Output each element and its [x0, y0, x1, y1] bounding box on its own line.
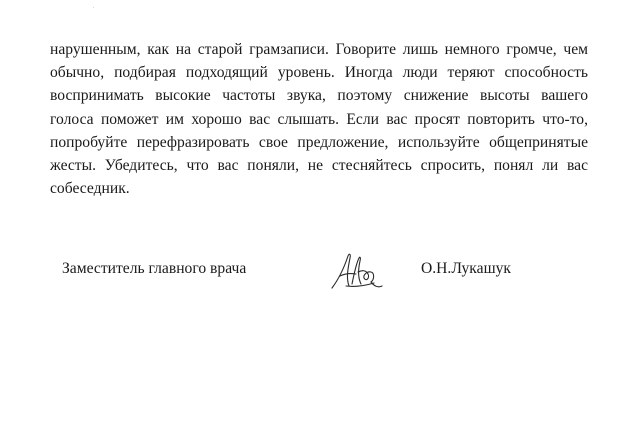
body-line: попробуйте перефразировать свое предложение, используйте общепринятые — [50, 133, 588, 151]
handwritten-signature-icon — [328, 250, 386, 292]
scan-speck — [93, 7, 94, 8]
body-line: собеседник. — [50, 180, 130, 198]
body-paragraph — [50, 38, 588, 200]
body-line: воспринимать высокие частоты звука, поэтому снижение высоты вашего — [50, 87, 588, 105]
signatory-name: О.Н.Лукашук — [421, 260, 511, 277]
body-line: жесты. Убедитесь, что вас поняли, не стесняйтесь спросить, понял ли вас — [50, 157, 588, 175]
body-line: обычно, подбирая подходящий уровень. Иногда люди теряют способность — [50, 64, 588, 82]
signature-block — [0, 250, 619, 295]
signatory-title: Заместитель главного врача — [62, 260, 247, 277]
body-line: нарушенным, как на старой грамзаписи. Говорите лишь немного громче, чем — [50, 41, 588, 58]
body-line: голоса поможет им хорошо вас слышать. Если вас просят повторить что-то, — [50, 110, 588, 128]
